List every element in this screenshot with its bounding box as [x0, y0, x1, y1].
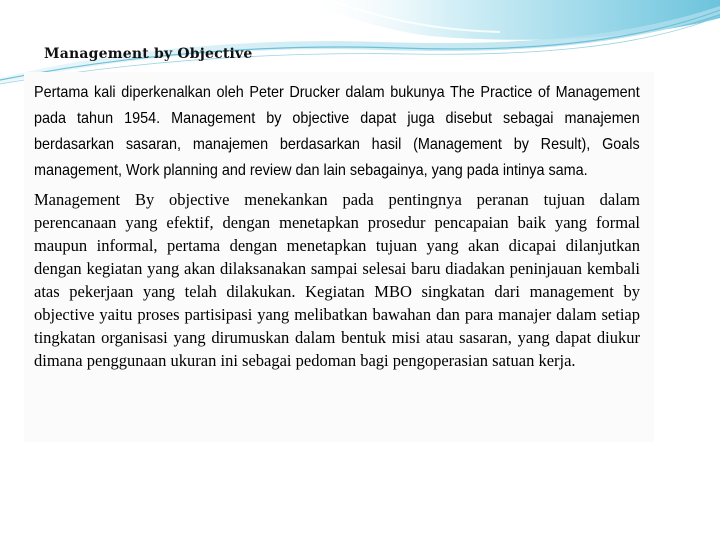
body-text: [34, 80, 640, 372]
paragraph-mbo-definition: Management By objective menekankan pada pentingnya peranan tujuan dalam perencanaan yang efektif, dengan menetapkan prosedur pencapaian baik yang formal maupun informal, pertama dengan menetapkan tujuan yang akan dicapai dilanjutkan dengan kegiatan yang akan dilaksanakan sampai selesai baru diadakan peninjauan kembali atas pekerjaan yang telah dilakukan. Kegiatan MBO singkatan dari management by objective yaitu proses partisipasi yang melibatkan bawahan dan para manajer dalam setiap tingkatan organisasi yang dirumuskan dalam bentuk misi atau sasaran, yang dapat diukur dimana penggunaan ukuran ini sebagai pedoman bagi pengoperasian satuan kerja.: [34, 190, 640, 370]
slide-title: Management by Objective: [44, 46, 253, 62]
paragraph-drucker-intro: Pertama kali diperkenalkan oleh Peter Drucker dalam bukunya The Practice of Management pada tahun 1954. Management by objective dapat juga disebut sebagai manajemen berdasarkan sasaran, manajemen berdasarkan hasil (Management by Result), Goals management, Work planning and review dan lain sebagainya, yang pada intinya sama.: [34, 84, 640, 179]
scanned-text-image: [24, 72, 654, 442]
